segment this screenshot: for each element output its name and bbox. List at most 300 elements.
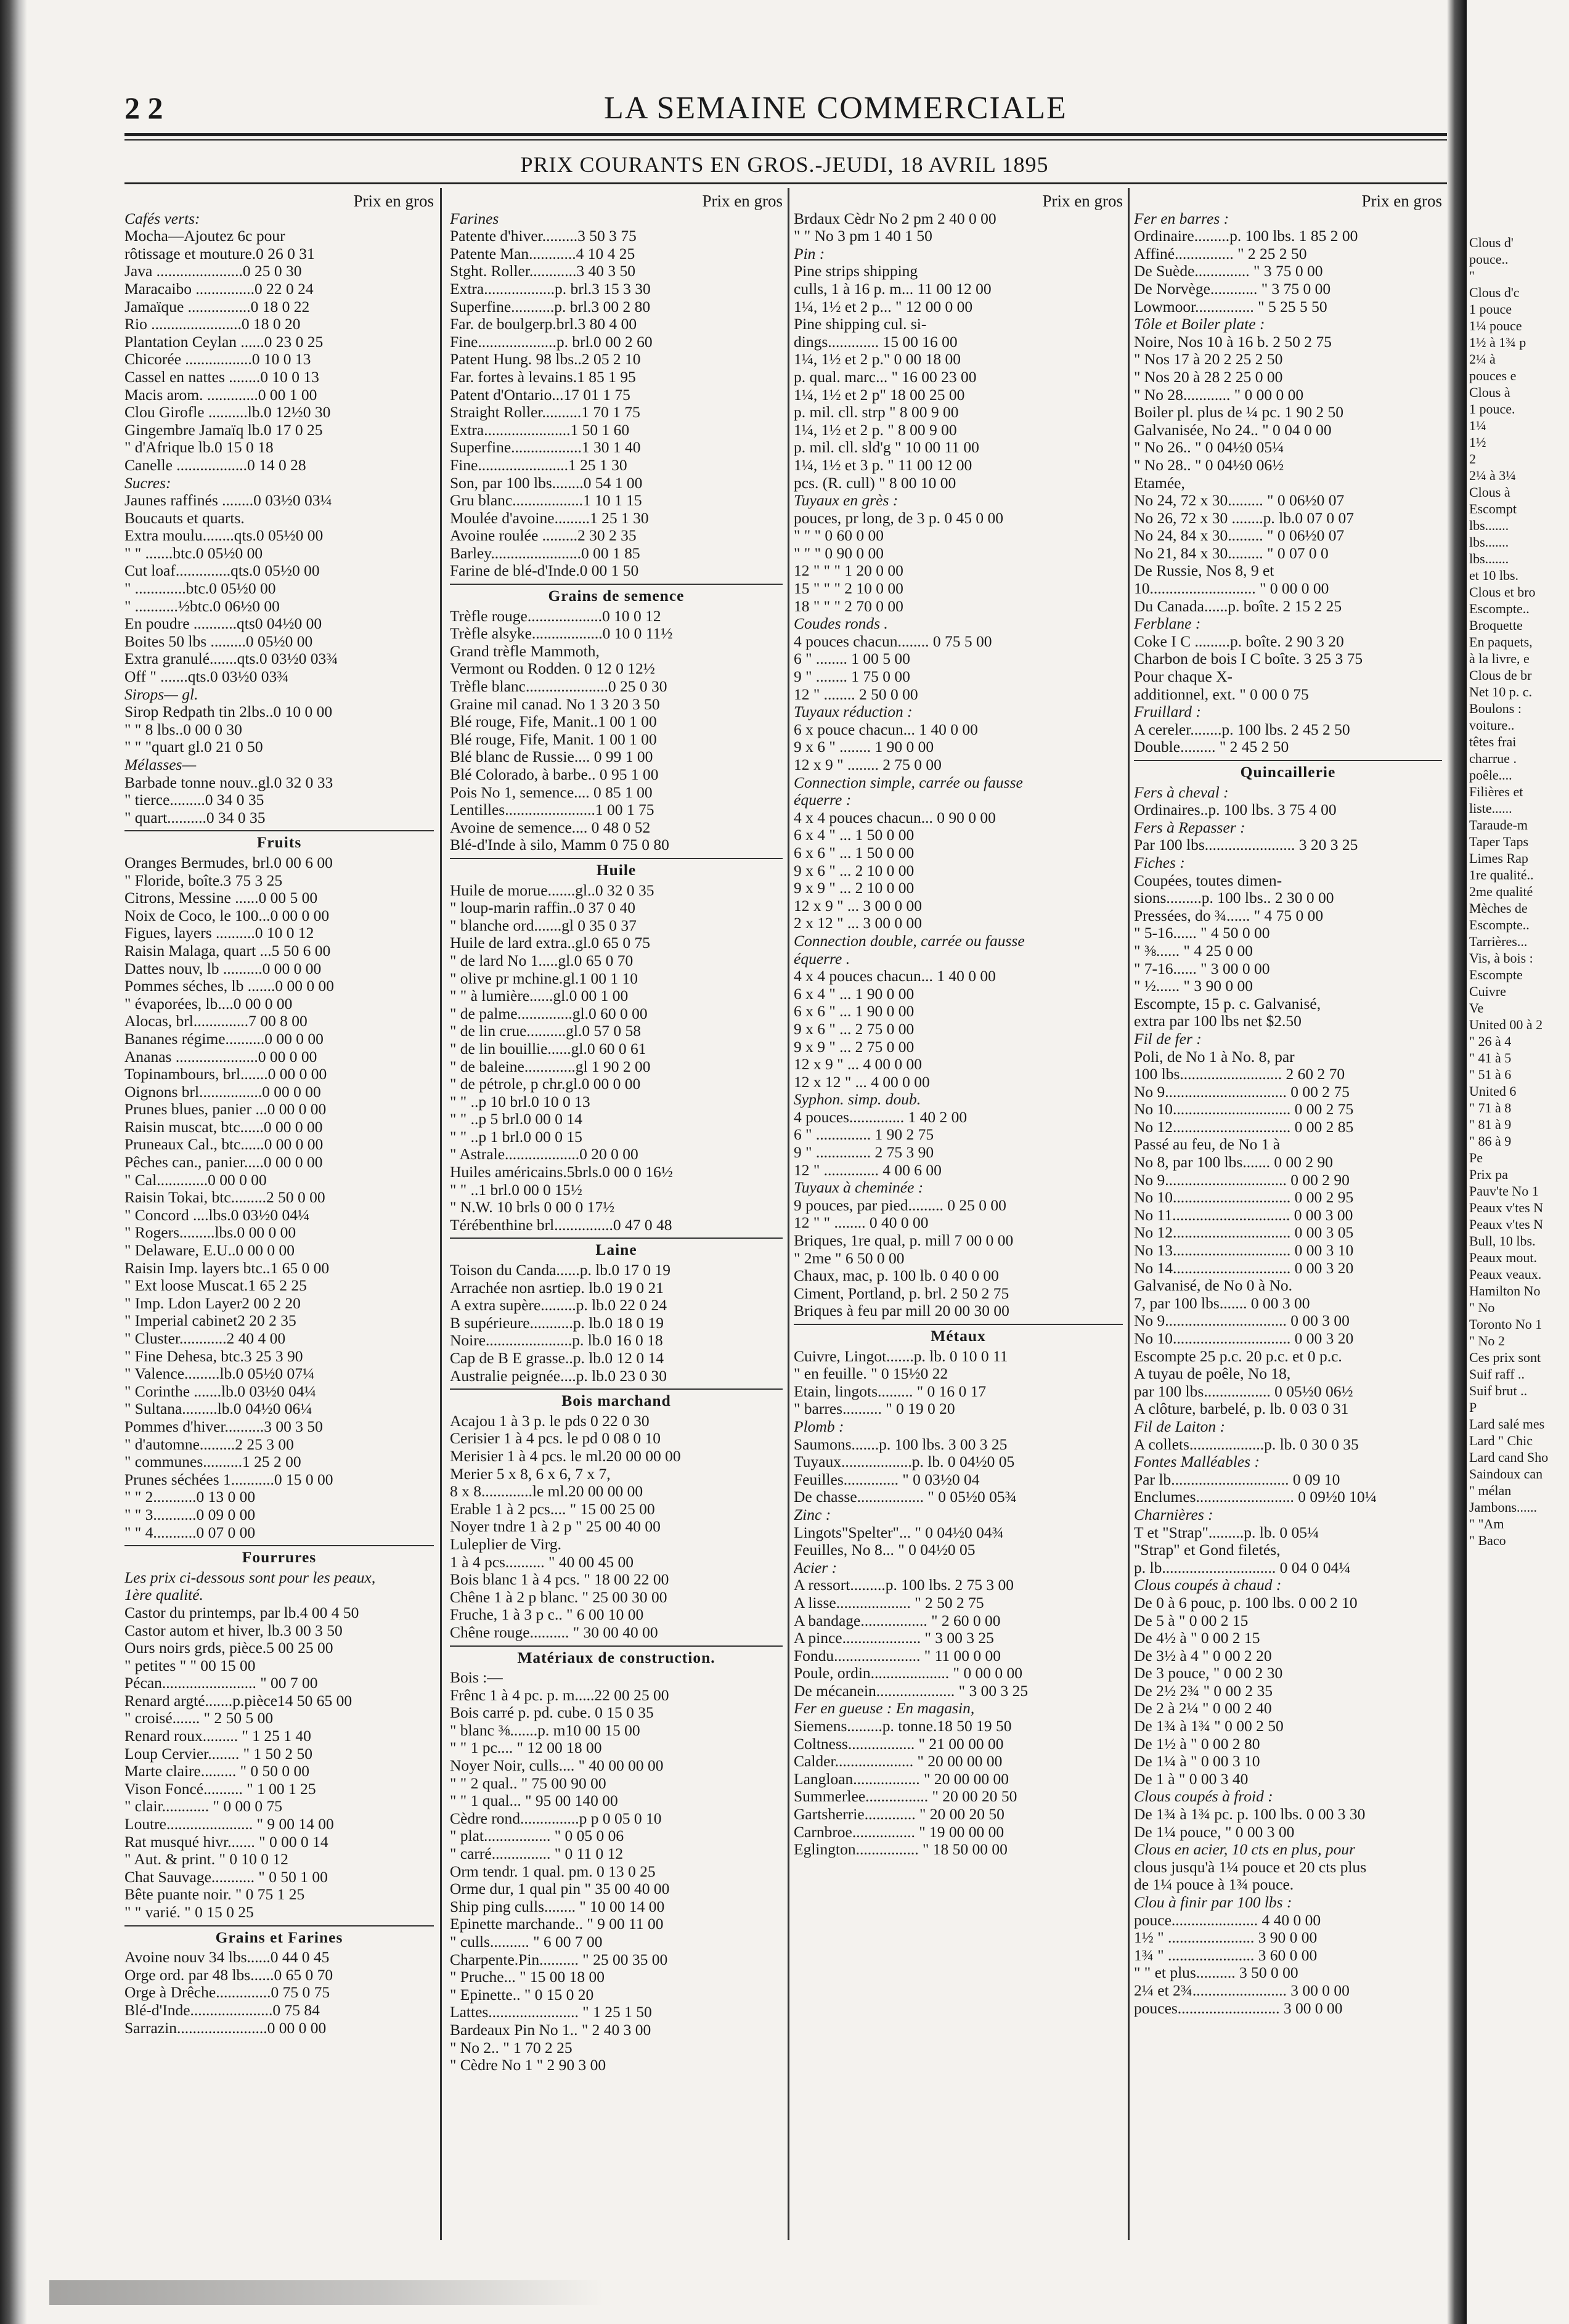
edge-line: 1¼ xyxy=(1469,418,1486,433)
price-line: 1¼, 1½ et 2 p... " 12 00 0 00 xyxy=(794,298,973,316)
edge-line: " 81 à 9 xyxy=(1469,1117,1512,1132)
subsection-label: Fil de fer : xyxy=(1134,1030,1202,1048)
edge-line: Pauv'te No 1 xyxy=(1469,1183,1539,1199)
price-line: Avoine roulée .........2 30 2 35 xyxy=(450,527,637,545)
edge-line: 1 pouce xyxy=(1469,301,1512,317)
price-line: Siemens.........p. tonne.18 50 19 50 xyxy=(794,1718,1012,1735)
price-line: Patent d'Ontario...17 01 1 75 xyxy=(450,386,630,404)
section-heading: Grains et Farines xyxy=(124,1925,434,1947)
price-line: No 11.............................. 0 00 3 00 xyxy=(1134,1206,1353,1224)
price-line: 6 x 6 " ... 1 90 0 00 xyxy=(794,1003,915,1021)
price-line: Double......... " 2 45 2 50 xyxy=(1134,738,1289,756)
price-line: Pine strips shipping xyxy=(794,263,918,280)
price-line: No 10.............................. 0 00 2 75 xyxy=(1134,1101,1354,1119)
price-line: " Imperial cabinet2 20 2 35 xyxy=(124,1312,296,1330)
page-number: 2 2 xyxy=(124,91,163,125)
price-line: 6 x pouce chacun... 1 40 0 00 xyxy=(794,720,978,738)
price-line: No 12.............................. 0 00 3 05 xyxy=(1134,1224,1354,1242)
price-line: " " 3...........0 09 0 00 xyxy=(124,1506,256,1523)
price-line: Ship ping culls........ " 10 00 14 00 xyxy=(450,1898,665,1915)
price-line: Summerlee................ " 20 00 20 50 xyxy=(794,1788,1017,1806)
price-line: " d'automne.........2 25 3 00 xyxy=(124,1435,294,1453)
price-line: " Nos 20 à 28 2 25 0 00 xyxy=(1134,368,1283,386)
edge-line: United 6 xyxy=(1469,1083,1517,1099)
price-line: 9 pouces, par pied......... 0 25 0 00 xyxy=(794,1196,1006,1214)
subsection-label: Sucres: xyxy=(124,474,171,492)
price-line: Canelle ..................0 14 0 28 xyxy=(124,456,306,474)
price-line: Loutre...................... " 9 00 14 00 xyxy=(124,1816,334,1833)
edge-line: Escompte.. xyxy=(1469,601,1530,616)
price-line: De mécanein.................... " 3 00 3 25 xyxy=(794,1682,1029,1700)
edge-line: Escompt xyxy=(1469,501,1517,516)
subsection-label: Coudes ronds . xyxy=(794,615,888,633)
price-line: Coke I C .........p. boîte. 2 90 3 20 xyxy=(1134,632,1344,650)
edge-line: Escompte.. xyxy=(1469,917,1530,932)
price-line: Extra granulé.......qts.0 03½0 03¾ xyxy=(124,650,338,668)
edge-line: 1½ à 1¾ p xyxy=(1469,335,1526,350)
edge-line: Peaux mout. xyxy=(1469,1250,1537,1265)
price-line: 12 " " " 1 20 0 00 xyxy=(794,562,903,580)
subsection-label: Fers à Repasser : xyxy=(1134,818,1245,836)
price-line: Raisin Malaga, quart ...5 50 6 00 xyxy=(124,942,331,960)
price-line: Boiler pl. plus de ¼ pc. 1 90 2 50 xyxy=(1134,404,1343,422)
price-line: Gingembre Jamaïq lb.0 17 0 25 xyxy=(124,421,323,439)
price-line: 12 " " ........ 0 40 0 00 xyxy=(794,1214,929,1232)
price-line: No 10.............................. 0 00 2 95 xyxy=(1134,1189,1354,1207)
price-line: Chat Sauvage........... " 0 50 1 00 xyxy=(124,1868,328,1886)
edge-line: Peaux veaux. xyxy=(1469,1266,1542,1282)
price-line: Patente d'hiver.........3 50 3 75 xyxy=(450,227,637,245)
price-line: dings............. 15 00 16 00 xyxy=(794,333,958,351)
price-line: " de pétrole, p chr.gl.0 00 0 00 xyxy=(450,1075,641,1093)
price-line: Gartsherrie............. " 20 00 20 50 xyxy=(794,1806,1005,1824)
price-line: De 2½ 2¾ " 0 00 2 35 xyxy=(1134,1682,1273,1700)
price-line: " Cal.............0 00 0 00 xyxy=(124,1171,267,1189)
edge-line: " 51 à 6 xyxy=(1469,1067,1512,1082)
price-line: Oignons brl................0 00 0 00 xyxy=(124,1083,321,1101)
price-line: Jaunes raffinés ........0 03½0 03¼ xyxy=(124,492,332,510)
price-line: " Cèdre No 1 " 2 90 3 00 xyxy=(450,2057,606,2074)
price-line: Chicorée .................0 10 0 13 xyxy=(124,351,311,369)
column-divider xyxy=(1128,188,1130,2240)
edge-line: " "Am xyxy=(1469,1516,1504,1531)
price-line: pcs. (R. cull) " 8 00 10 00 xyxy=(794,474,956,492)
price-line: Galvanisée, No 24.. " 0 04 0 00 xyxy=(1134,421,1332,439)
price-column-3 xyxy=(794,192,1123,2251)
price-line: Extra......................1 50 1 60 xyxy=(450,421,630,439)
price-line: De Suède.............. " 3 75 0 00 xyxy=(1134,263,1323,280)
price-line: Dattes nouv, lb ..........0 00 0 00 xyxy=(124,960,322,977)
price-line: No 21, 84 x 30......... " 0 07 0 0 xyxy=(1134,544,1329,562)
price-line: p. lb............................. 0 04 0 04¼ xyxy=(1134,1559,1351,1576)
price-line: 18 " " " 2 70 0 00 xyxy=(794,597,903,615)
price-line: Blé rouge, Fife, Manit..1 00 1 00 xyxy=(450,713,657,731)
price-line: 6 x 6 " ... 1 50 0 00 xyxy=(794,844,915,862)
price-line: " de palme..............gl.0 60 0 00 xyxy=(450,1005,648,1022)
price-line: B supérieure...........p. lb.0 18 0 19 xyxy=(450,1314,664,1332)
price-line: Affiné............... " 2 25 2 50 xyxy=(1134,245,1307,263)
price-line: A clôture, barbelé, p. lb. 0 03 0 31 xyxy=(1134,1400,1349,1418)
price-line: De 1½ à " 0 00 2 80 xyxy=(1134,1735,1260,1753)
page-binding-shadow xyxy=(0,0,27,2324)
price-line: Extra moulu........qts.0 05½0 00 xyxy=(124,527,324,545)
subsection-label: 1ère qualité. xyxy=(124,1586,203,1604)
price-line: Bois :— xyxy=(450,1669,503,1687)
edge-line: charrue . xyxy=(1469,751,1517,766)
price-line: No 9............................... 0 00 2 90 xyxy=(1134,1171,1350,1189)
price-line: " Fine Dehesa, btc.3 25 3 90 xyxy=(124,1347,303,1365)
subsection-label: Fontes Malléables : xyxy=(1134,1453,1260,1471)
price-line: Pressées, do ¾...... " 4 75 0 00 xyxy=(1134,907,1324,924)
adjacent-page-edge-column xyxy=(1469,234,1569,1652)
price-line: Cèdre rond...............p p 0 05 0 10 xyxy=(450,1809,662,1827)
page-fold-shadow xyxy=(1447,0,1467,2324)
edge-line: Clous d' xyxy=(1469,235,1514,250)
price-line: " " 1 qual... " 95 00 140 00 xyxy=(450,1792,618,1810)
price-line: Chaux, mac, p. 100 lb. 0 40 0 00 xyxy=(794,1267,999,1285)
edge-line: Toronto No 1 xyxy=(1469,1316,1543,1332)
price-line: Bananes régime..........0 00 0 00 xyxy=(124,1030,324,1048)
price-line: Langloan................. " 20 00 00 00 xyxy=(794,1770,1009,1788)
price-line: Blé-d'Inde.....................0 75 84 xyxy=(124,2001,320,2019)
price-line: 1¾ " ...................... 3 60 0 00 xyxy=(1134,1946,1318,1964)
price-line: Macis arom. .............0 00 1 00 xyxy=(124,386,317,404)
edge-line: Broquette xyxy=(1469,618,1523,633)
price-line: Galvanisé, de No 0 à No. xyxy=(1134,1277,1293,1295)
price-line: Figues, layers ..........0 10 0 12 xyxy=(124,924,314,942)
price-line: Brdaux Cèdr No 2 pm 2 40 0 00 xyxy=(794,210,996,227)
price-line: 4 x 4 pouces chacun... 0 90 0 00 xyxy=(794,809,996,826)
price-line: Merisier 1 à 4 pcs. le ml.20 00 00 00 xyxy=(450,1447,681,1465)
price-line: " " " 0 90 0 00 xyxy=(794,544,884,562)
price-line: Plantation Ceylan ......0 23 0 25 xyxy=(124,333,324,351)
price-line: Fine.......................1 25 1 30 xyxy=(450,456,627,474)
section-heading: Quincaillerie xyxy=(1134,760,1442,781)
price-line: " Nos 17 à 20 2 25 2 50 xyxy=(1134,351,1283,369)
edge-line: Cuivre xyxy=(1469,984,1506,999)
price-line: De 5 à " 0 00 2 15 xyxy=(1134,1612,1249,1629)
price-line: 1¼, 1½ et 2 p" 18 00 25 00 xyxy=(794,386,965,404)
price-line: Castor du printemps, par lb.4 00 4 50 xyxy=(124,1604,359,1621)
price-line: De 0 à 6 pouc, p. 100 lbs. 0 00 2 10 xyxy=(1134,1594,1358,1612)
price-line: Ordinaire.........p. 100 lbs. 1 85 2 00 xyxy=(1134,227,1358,245)
price-line: De 1¼ à " 0 00 3 10 xyxy=(1134,1753,1260,1771)
edge-line: pouce.. xyxy=(1469,251,1509,267)
price-line: Feuilles, No 8... " 0 04½0 05 xyxy=(794,1541,976,1559)
edge-line: En paquets, xyxy=(1469,634,1533,650)
price-line: Poli, de No 1 à No. 8, par xyxy=(1134,1048,1295,1066)
price-line: 9 x 9 " ... 2 10 0 00 xyxy=(794,879,915,897)
edge-line: Ve xyxy=(1469,1000,1484,1016)
price-line: De 1¾ à 1¾ pc. p. 100 lbs. 0 00 3 30 xyxy=(1134,1806,1366,1824)
subsection-label: Tuyaux réduction : xyxy=(794,703,913,721)
price-line: Avoine de semence.... 0 48 0 52 xyxy=(450,818,651,836)
price-line: No 14.............................. 0 00 3 20 xyxy=(1134,1259,1354,1277)
subsection-label: Tuyaux en grès : xyxy=(794,492,899,510)
price-line: A tuyau de poêle, No 18, xyxy=(1134,1365,1291,1383)
price-line: Pommes d'hiver..........3 00 3 50 xyxy=(124,1417,323,1435)
price-line: Raisin Imp. layers btc..1 65 0 00 xyxy=(124,1259,330,1277)
price-line: No 13.............................. 0 00 3 10 xyxy=(1134,1242,1354,1260)
price-list-title: PRIX COURANTS EN GROS.-JEUDI, 18 AVRIL 1895 xyxy=(520,152,1049,177)
subsection-label: Zinc : xyxy=(794,1506,831,1523)
edge-line: Peaux v'tes N xyxy=(1469,1200,1544,1215)
edge-line: 2¼ à 3¼ xyxy=(1469,468,1516,483)
price-line: " en feuille. " 0 15½0 22 xyxy=(794,1365,948,1383)
title-rule xyxy=(124,182,1447,184)
edge-line: Bull, 10 lbs. xyxy=(1469,1233,1536,1249)
price-line: " de lin crue..........gl.0 57 0 58 xyxy=(450,1022,641,1040)
price-line: Alocas, brl..............7 00 8 00 xyxy=(124,1013,308,1030)
masthead-title: LA SEMAINE COMMERCIALE xyxy=(604,91,1067,126)
price-line: No 10.............................. 0 00 3 20 xyxy=(1134,1330,1354,1347)
edge-line: Clous à xyxy=(1469,385,1510,400)
subsection-label: équerre . xyxy=(794,950,850,968)
price-line: 12 x 12 " ... 4 00 0 00 xyxy=(794,1073,930,1091)
price-line: Straight Roller..........1 70 1 75 xyxy=(450,404,640,422)
price-line: Charpente.Pin.......... " 25 00 35 00 xyxy=(450,1951,668,1968)
edge-line: 2 xyxy=(1469,451,1476,467)
price-line: Far. de boulgerp.brl.3 80 4 00 xyxy=(450,316,637,333)
price-line: de 1¼ pouce à 1¾ pouce. xyxy=(1134,1876,1294,1894)
price-line: Pêches can., panier.....0 00 0 00 xyxy=(124,1154,323,1172)
edge-line: Boulons : xyxy=(1469,701,1522,716)
edge-line: " No 2 xyxy=(1469,1333,1505,1348)
price-line: Tuyaux..................p. lb. 0 04½0 05 xyxy=(794,1453,1015,1471)
price-line: " carré............... " 0 11 0 12 xyxy=(450,1845,624,1863)
price-line: Blé rouge, Fife, Manit. 1 00 1 00 xyxy=(450,730,657,748)
price-line: No 8, par 100 lbs....... 0 00 2 90 xyxy=(1134,1154,1333,1172)
edge-line: " No xyxy=(1469,1300,1495,1315)
price-line: " 5-16...... " 4 50 0 00 xyxy=(1134,924,1270,942)
price-line: p. mil. cll. sld'g " 10 00 11 00 xyxy=(794,439,979,457)
subsection-label: Fers à cheval : xyxy=(1134,783,1229,801)
price-column-2 xyxy=(450,192,783,2251)
edge-line: Pe xyxy=(1469,1150,1483,1165)
price-line: Ours noirs grds, pièce.5 00 25 00 xyxy=(124,1639,333,1657)
edge-line: Prix pa xyxy=(1469,1167,1508,1182)
price-line: Poule, ordin.................... " 0 00 0 00 xyxy=(794,1665,1022,1682)
subsection-label: Les prix ci-dessous sont pour les peaux, xyxy=(124,1568,376,1586)
price-line: Patent Hung. 98 lbs..2 05 2 10 xyxy=(450,351,641,369)
price-line: " " varié. " 0 15 0 25 xyxy=(124,1904,254,1921)
edge-line: Tarrières... xyxy=(1469,934,1528,949)
price-line: A cereler........p. 100 lbs. 2 45 2 50 xyxy=(1134,720,1350,738)
price-line: Pruneaux Cal., btc......0 00 0 00 xyxy=(124,1136,324,1154)
price-line: Son, par 100 lbs........0 54 1 00 xyxy=(450,474,643,492)
price-line: " 2me " 6 50 0 00 xyxy=(794,1249,905,1267)
price-line: Frênc 1 à 4 pc. p. m.....22 00 25 00 xyxy=(450,1686,669,1704)
price-line: De chasse................. " 0 05½0 05¾ xyxy=(794,1488,1017,1506)
price-line: Graine mil canad. No 1 3 20 3 50 xyxy=(450,695,660,713)
price-line: " " ..p 10 brl.0 10 0 13 xyxy=(450,1093,590,1111)
price-line: 9 x 6 " ... 2 75 0 00 xyxy=(794,1020,915,1038)
price-line: " No 26.. " 0 04½0 05¼ xyxy=(1134,439,1284,457)
price-line: p. mil. cll. strp " 8 00 9 00 xyxy=(794,404,959,422)
subsection-label: Charnières : xyxy=(1134,1506,1213,1523)
price-line: Carnbroe................ " 19 00 00 00 xyxy=(794,1823,1005,1841)
price-line: A collets...................p. lb. 0 30 0 35 xyxy=(1134,1435,1359,1453)
price-line: Merier 5 x 8, 6 x 6, 7 x 7, xyxy=(450,1465,611,1483)
price-line: " Pruche... " 15 00 18 00 xyxy=(450,1968,605,1986)
price-line: De 3 pouce, " 0 00 2 30 xyxy=(1134,1665,1283,1682)
edge-line: Suif raff .. xyxy=(1469,1366,1525,1382)
price-line: 8 x 8.............le ml.20 00 00 00 xyxy=(450,1483,643,1501)
edge-line: lbs....... xyxy=(1469,551,1509,566)
section-heading: Grains de semence xyxy=(450,584,783,605)
price-line: Etain, lingots......... " 0 16 0 17 xyxy=(794,1382,987,1400)
price-line: 4 pouces chacun........ 0 75 5 00 xyxy=(794,632,992,650)
edge-line: " 26 à 4 xyxy=(1469,1034,1512,1049)
price-line: " " 8 lbs..0 00 0 30 xyxy=(124,720,242,738)
subsection-label: Fil de Laiton : xyxy=(1134,1417,1226,1435)
price-line: Grand trèfle Mammoth, xyxy=(450,642,600,660)
section-heading: Fruits xyxy=(124,830,434,852)
edge-line: " 86 à 9 xyxy=(1469,1133,1512,1149)
price-line: " Rogers.........lbs.0 00 0 00 xyxy=(124,1224,296,1242)
price-line: 6 " ........ 1 00 5 00 xyxy=(794,650,910,668)
price-line: Noire......................p. lb.0 16 0 18 xyxy=(450,1332,663,1350)
price-line: Bête puante noir. " 0 75 1 25 xyxy=(124,1886,305,1904)
price-line: par 100 lbs................. 0 05½0 06½ xyxy=(1134,1382,1353,1400)
edge-line: poêle.... xyxy=(1469,767,1512,783)
price-line: De Norvège............ " 3 75 0 00 xyxy=(1134,280,1331,298)
price-line: Coupées, toutes dimen- xyxy=(1134,871,1282,889)
price-line: Marte claire......... " 0 50 0 00 xyxy=(124,1763,310,1780)
price-line: " Floride, boîte.3 75 3 25 xyxy=(124,871,283,889)
price-line: Sirop Redpath tin 2lbs..0 10 0 00 xyxy=(124,703,333,721)
price-line: Avoine nouv 34 lbs......0 44 0 45 xyxy=(124,1949,330,1967)
price-line: sions.........p. 100 lbs.. 2 30 0 00 xyxy=(1134,889,1334,907)
price-line: Ciment, Portland, p. brl. 2 50 2 75 xyxy=(794,1284,1009,1302)
price-line: " " ..p 5 brl.0 00 0 14 xyxy=(450,1111,582,1128)
price-line: Australie peignée....p. lb.0 23 0 30 xyxy=(450,1367,667,1385)
price-line: Vermont ou Rodden. 0 12 0 12½ xyxy=(450,660,655,678)
subsection-label: équerre : xyxy=(794,791,852,809)
subsection-label: Pin : xyxy=(794,245,825,263)
price-line: Eglington................ " 18 50 00 00 xyxy=(794,1841,1008,1859)
subsection-label: Clous coupés à froid : xyxy=(1134,1788,1273,1806)
section-heading: Bois marchand xyxy=(450,1388,783,1410)
price-line: 4 x 4 pouces chacun... 1 40 0 00 xyxy=(794,968,996,985)
price-line: "Strap" et Gond filetés, xyxy=(1134,1541,1281,1559)
price-line: Briques, 1re qual, p. mill 7 00 0 00 xyxy=(794,1232,1014,1250)
edge-line: Filières et xyxy=(1469,784,1523,799)
price-line: Gru blanc..................1 10 1 15 xyxy=(450,492,642,510)
price-line: Orm tendr. 1 qual. pm. 0 13 0 25 xyxy=(450,1862,656,1880)
subsection-label: Farines xyxy=(450,210,499,227)
price-line: 7, par 100 lbs....... 0 00 3 00 xyxy=(1134,1294,1310,1312)
edge-line: Vis, à bois : xyxy=(1469,950,1533,966)
price-line: Orge à Drêche..............0 75 0 75 xyxy=(124,1984,330,2002)
price-line: Escompte, 15 p. c. Galvanisé, xyxy=(1134,995,1321,1013)
price-line: " Ext loose Muscat.1 65 2 25 xyxy=(124,1277,307,1295)
subsection-label: Sirops— gl. xyxy=(124,685,198,703)
price-line: Noire, Nos 10 à 16 b. 2 50 2 75 xyxy=(1134,333,1332,351)
price-line: " " 4...........0 07 0 00 xyxy=(124,1523,256,1541)
price-line: pouce...................... 4 40 0 00 xyxy=(1134,1911,1321,1929)
price-line: Jamaïque ................0 18 0 22 xyxy=(124,298,310,316)
price-line: Java ......................0 25 0 30 xyxy=(124,263,302,280)
price-line: Boites 50 lbs .........0 05½0 00 xyxy=(124,632,313,650)
price-line: No 9............................... 0 00 2 75 xyxy=(1134,1083,1350,1101)
price-line: Trèfle blanc.....................0 25 0 30 xyxy=(450,678,667,696)
price-line: No 24, 72 x 30......... " 0 06½0 07 xyxy=(1134,492,1345,510)
price-line: Castor autom et hiver, lb.3 00 3 50 xyxy=(124,1621,343,1639)
edge-line: 1¼ pouce xyxy=(1469,318,1522,333)
subsection-label: Cafés verts: xyxy=(124,210,200,227)
price-line: clous jusqu'à 1¼ pouce et 20 cts plus xyxy=(1134,1858,1367,1876)
section-heading: Huile xyxy=(450,858,783,879)
subsection-label: Plomb : xyxy=(794,1417,844,1435)
price-line: " Sultana.........lb.0 04½0 06¼ xyxy=(124,1400,312,1418)
price-line: " plat................. " 0 05 0 06 xyxy=(450,1827,624,1845)
price-line: Erable 1 à 2 pcs.... " 15 00 25 00 xyxy=(450,1500,655,1518)
price-line: " No 2.. " 1 70 2 25 xyxy=(450,2039,573,2057)
column-heading: Prix en gros xyxy=(702,192,783,210)
edge-line: Taper Taps xyxy=(1469,834,1529,849)
price-line: Feuilles.............. " 0 03½0 04 xyxy=(794,1470,980,1488)
price-line: Bois carré p. pd. cube. 0 15 0 35 xyxy=(450,1704,654,1722)
price-line: Pour chaque X- xyxy=(1134,668,1233,686)
price-line: " " et plus.......... 3 50 0 00 xyxy=(1134,1964,1298,1982)
price-line: Raisin Tokai, btc.........2 50 0 00 xyxy=(124,1189,325,1207)
edge-line: lbs....... xyxy=(1469,534,1509,550)
price-line: Térébenthine brl...............0 47 0 48 xyxy=(450,1216,672,1234)
price-line: Chêne rouge.......... " 30 00 40 00 xyxy=(450,1623,658,1641)
price-line: Blé-d'Inde à silo, Mamm 0 75 0 80 xyxy=(450,836,669,854)
edge-line: Saindoux can xyxy=(1469,1466,1543,1482)
subsection-label: Syphon. simp. doub. xyxy=(794,1091,921,1109)
price-line: Orge ord. par 48 lbs......0 65 0 70 xyxy=(124,1966,333,1984)
price-line: " de lin bouillie......gl.0 60 0 61 xyxy=(450,1040,646,1058)
scan-edge-shadow xyxy=(49,2280,604,2305)
edge-line: Clous d'c xyxy=(1469,285,1520,300)
edge-line: Net 10 p. c. xyxy=(1469,684,1533,699)
price-line: Du Canada......p. boîte. 2 15 2 25 xyxy=(1134,597,1342,615)
edge-line: Taraude-m xyxy=(1469,817,1528,833)
edge-line: 2¼ à xyxy=(1469,351,1496,367)
price-line: Noyer Noir, culls.... " 40 00 00 00 xyxy=(450,1757,664,1775)
price-line: De 4½ à " 0 00 2 15 xyxy=(1134,1629,1260,1647)
price-line: Extra..................p. brl.3 15 3 30 xyxy=(450,280,651,298)
price-line: 100 lbs.......................... 2 60 2 70 xyxy=(1134,1066,1345,1083)
header-rule-thick xyxy=(124,133,1447,136)
price-line: " de baleine.............gl 1 90 2 00 xyxy=(450,1058,651,1075)
edge-line: 2me qualité xyxy=(1469,884,1533,899)
edge-line: Escompte xyxy=(1469,967,1523,982)
column-heading: Prix en gros xyxy=(353,192,434,210)
price-line: 1½ " ...................... 3 90 0 00 xyxy=(1134,1929,1318,1947)
edge-line: têtes frai xyxy=(1469,734,1517,749)
price-line: Huiles américains.5brls.0 00 0 16½ xyxy=(450,1164,673,1181)
edge-line: Clous à xyxy=(1469,484,1510,500)
price-line: 6 " .............. 1 90 2 75 xyxy=(794,1126,934,1144)
price-line: Huile de lard extra..gl.0 65 0 75 xyxy=(450,934,651,952)
edge-line: Lard salé mes xyxy=(1469,1416,1545,1432)
price-line: Saumons.......p. 100 lbs. 3 00 3 25 xyxy=(794,1435,1008,1453)
section-heading: Métaux xyxy=(794,1324,1123,1345)
price-line: " Cluster............2 40 4 00 xyxy=(124,1330,286,1347)
price-line: " Delaware, E.U..0 00 0 00 xyxy=(124,1242,295,1260)
price-line: " communes..........1 25 2 00 xyxy=(124,1453,301,1471)
subsection-label: Tôle et Boiler plate : xyxy=(1134,316,1265,333)
price-line: De 1¾ à 1¾ " 0 00 2 50 xyxy=(1134,1718,1284,1735)
section-heading: Laine xyxy=(450,1237,783,1259)
edge-line: Mèches de xyxy=(1469,900,1528,916)
edge-line: " xyxy=(1469,268,1475,283)
price-line: Prunes blues, panier ...0 00 0 00 xyxy=(124,1101,327,1119)
